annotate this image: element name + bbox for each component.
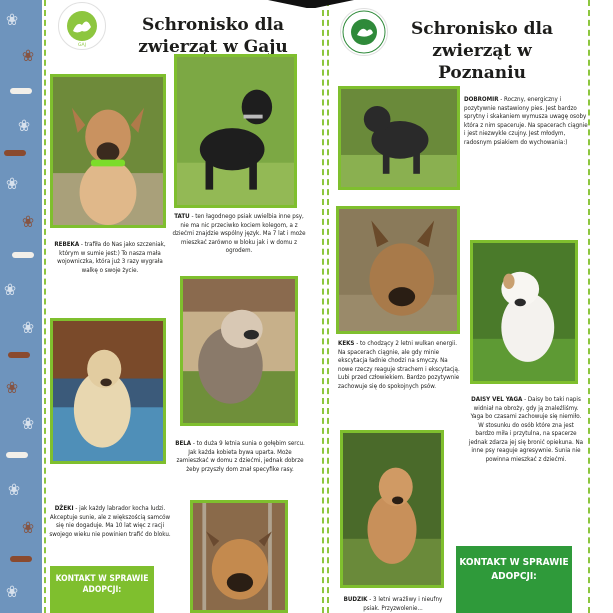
photo-dog-bottom-left [190, 500, 288, 613]
paw-icon: ❀ [22, 212, 35, 231]
bone-icon [10, 556, 32, 562]
paw-icon: ❀ [22, 414, 35, 433]
contact-label-right: KONTAKT W SPRAWIE ADOPCJI: [459, 557, 569, 582]
bone-icon [8, 352, 30, 358]
bone-icon [6, 452, 28, 458]
bone-icon [4, 150, 26, 156]
paw-icon: ❀ [6, 378, 19, 397]
paw-icon: ❀ [8, 480, 21, 499]
bone-icon [10, 88, 32, 94]
paw-icon: ❀ [22, 518, 35, 537]
photo-rebeka [50, 74, 166, 228]
paw-icon: ❀ [6, 10, 19, 29]
caption-budzik: BUDZIK - 3 letni wrażliwy i nieufny psiak. Przyzwolenie... [343, 596, 443, 612]
photo-bela [180, 276, 298, 426]
caption-tatu: TATU - ten łagodnego psiak uwielbia inne psy, nie ma nic przeciwko kociem kolegom, a z dziećmi znajdzie wspólny język. Ma 7 lat i może mieszkać zarówno w bloku jak i w domu z ogrodem. [172, 213, 306, 255]
photo-tatu [174, 54, 297, 208]
caption-dobromir: DOBROMIR - Roczny, energiczny i pozytywnie nastawiony pies. Jest bardzo sprytny i skakaniem wymusza uwagę osoby która z nim spaceruje. Na spacerach ciągnie i jest niezwykle czujny. Jest młodym, radosnym psiakiem do wychowania:) [464, 96, 588, 146]
caption-daisy: DAISY VEL YAGA - Daisy bo taki napis widniał na obroży, gdy ją znaleźliśmy. Yaga bo czasami zachowuje się niemiło. W stosunku do osób które zna jest bardzo miła i przytulna, na spacerze jednak zdarza jej się bronić opiekuna. Na inne psy reaguje agresywnie. Sunia nie powinna mieszkać z dziećmi. [468, 396, 584, 463]
contact-label-left: KONTAKT W SPRAWIE ADOPCJI: [55, 574, 149, 596]
svg-text:GAJ: GAJ [78, 43, 86, 48]
paw-icon: ❀ [22, 318, 35, 337]
contact-box-left [50, 566, 154, 613]
bone-icon [12, 252, 34, 258]
photo-dzeki [50, 318, 166, 464]
divider [327, 0, 329, 613]
gaj-logo [58, 2, 106, 50]
photo-dobromir [338, 86, 460, 190]
paw-icon: ❀ [22, 46, 35, 65]
poznan-logo [340, 8, 388, 56]
caption-rebeka: REBEKA - trafiła do Nas jako szczeniak, którym w sumie jest:) To nasza mała wojowniczka, która już 3 razy wygrała walkę o swoje życie. [54, 241, 166, 274]
contact-box-right [456, 546, 572, 613]
paw-icon: ❀ [18, 116, 31, 135]
paw-icon: ❀ [4, 280, 17, 299]
right-title: Schronisko dla zwierząt w Poznaniu [410, 19, 554, 84]
divider [588, 0, 590, 613]
photo-keks [336, 206, 460, 334]
photo-budzik [340, 430, 444, 588]
divider [322, 0, 324, 613]
decorative-border [0, 0, 42, 613]
caption-dzeki: DŻEKI - jak każdy labrador kocha ludzi. Akceptuje sunie, ale z większością samców się nie dogaduje. Ma 10 lat więc z racji swojego wieku nie powinien trafić do bloku. [49, 505, 171, 538]
paw-icon: ❀ [6, 582, 19, 601]
caption-keks: KEKS - to chodzący 2 letni wulkan energii. Na spacerach ciągnie, ale gdy minie ekscytacja ładnie chodzi na smyczy. Na nowe rzeczy reaguje strachem i ekscytacją. Lubi przed człowiekiem. Bardzo pozytywnie zachowuje się do spokojnych psów. [338, 340, 460, 390]
left-title: Schronisko dla zwierząt w Gaju [138, 15, 288, 58]
photo-daisy [470, 240, 578, 384]
caption-bela: BELA - to duża 9 letnia sunia o gołębim sercu. Jak każda kobieta bywa uparta. Może zamieszkać w domu z dziećmi, jednak dobrze żeby przyszły dom znał specyfike rasy. [175, 440, 305, 473]
paw-icon: ❀ [6, 174, 19, 193]
right-margin [592, 0, 613, 613]
